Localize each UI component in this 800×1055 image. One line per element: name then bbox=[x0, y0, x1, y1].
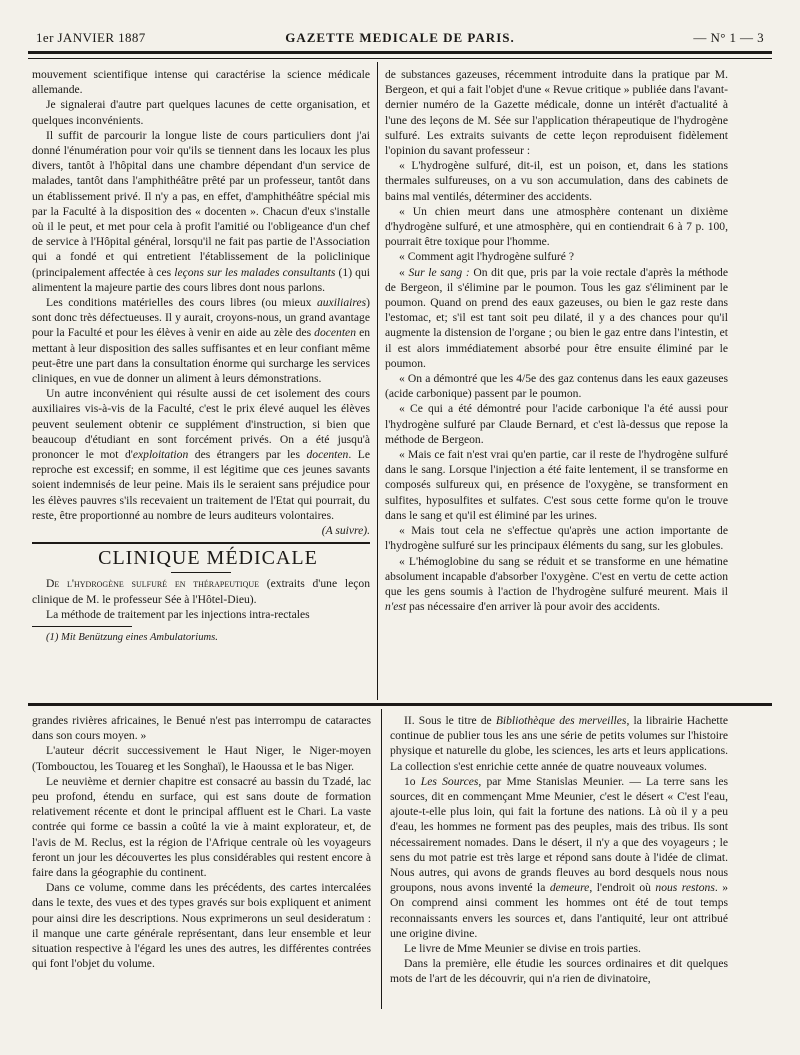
column-left-top bbox=[32, 67, 370, 644]
paragraph: Le livre de Mme Meunier se divise en trois parties. bbox=[404, 942, 641, 956]
header-rule-thin bbox=[28, 58, 772, 59]
paragraph: Les conditions matérielles des cours libres (ou mieux auxiliaires) sont donc très défectueuses. Il y aurait, croyons-nous, un grand avantage pour la Faculté et pour les élèves à venir en aide au zèle des docenten en mettant à leur disposition des salles suffisantes et en leur confiant même peut-être une part dans la consultation énorme qui surcharge les services cliniques, en vue de donner un aliment à leurs démonstrations. bbox=[32, 296, 371, 386]
article-subtitle: De l'hydrogène sulfuré en thérapeutique (extraits d'une leçon clinique de M. le professeur Sée à l'Hôtel-Dieu). bbox=[32, 577, 370, 606]
column-right-bottom bbox=[390, 713, 728, 987]
quote-paragraph: « L'hémoglobine du sang se réduit et se transforme en une hématine absolument incapable d'absorber l'oxygène. C'est en vertu de cette action que les gens soumis à l'action de l'hydrogène sulfuré meurent. Mais il n'est pas nécessaire d'en arriver là pour avoir des accidents. bbox=[385, 554, 728, 614]
title-underline bbox=[171, 572, 231, 573]
to-be-continued: (A suivre). bbox=[321, 524, 370, 538]
paragraph: grandes rivières africaines, le Benué n'est pas interrompu de cataractes dans son cours moyen. » bbox=[32, 714, 371, 743]
paragraph: L'auteur décrit successivement le Haut Niger, le Niger-moyen (Tombouctou, les Touareg et les Songhaï), le Haoussa et le bas Niger. bbox=[32, 744, 371, 773]
quote-paragraph: « Un chien meurt dans une atmosphère contenant un dixième d'hydrogène sulfuré, et une atmosphère, qui en contiendrait 6 à 7 p. 100, pourrait être toxique pour l'homme. bbox=[385, 204, 728, 249]
quote-paragraph: « Mais tout cela ne s'effectue qu'après une action importante de l'hydrogène sulfuré sur les principaux éléments du sang, sur les globules. bbox=[385, 524, 728, 553]
header-rule bbox=[28, 51, 772, 54]
column-right-top bbox=[385, 67, 728, 614]
header-issue-number: — N° 1 — 3 bbox=[693, 30, 764, 45]
paragraph: mouvement scientifique intense qui caractérise la science médicale allemande. bbox=[32, 68, 370, 97]
page-section-rule bbox=[28, 703, 772, 706]
paragraph: Le neuvième et dernier chapitre est consacré au bassin du Tzadé, lac peu profond, étendu en surface, qui est sans doute de formation relativement récente et dont le principal affluent est le Chari. La vaste contrée qui forme ce bassin a coûté la vie à maint explorateur, et, de l'avis de M. Reclus, est la région de l'Afrique centrale où les voyageurs feront un jour les découvertes les plus considérables qui restent encore à faire dans la géographie du continent. bbox=[32, 774, 371, 880]
quote-paragraph: « Ce qui a été démontré pour l'acide carbonique l'a été aussi pour l'hydrogène sulfuré par Claude Bernard, et c'est là-dessus que repose la méthode de Bergeon. bbox=[385, 402, 728, 446]
paragraph: La méthode de traitement par les injections intra-rectales bbox=[46, 607, 310, 621]
section-title: CLINIQUE MÉDICALE bbox=[98, 547, 318, 570]
paragraph: Dans la première, elle étudie les sources ordinaires et dit quelques mots de l'art de les découvrir, qui n'a rien de divinatoire, bbox=[390, 957, 728, 986]
header-date: 1er JANVIER 1887 bbox=[36, 30, 146, 45]
footnote: (1) Mit Benützung eines Ambulatoriums. bbox=[46, 631, 218, 643]
quote-paragraph: « L'hydrogène sulfuré, dit-il, est un poison, et, dans les stations thermales sulfureuses, on a vu son accumulation, dans des cabinets de bains mal ventilés, déterminer des accidents. bbox=[385, 159, 728, 203]
paragraph: Dans ce volume, comme dans les précédents, des cartes intercalées dans le texte, des vues et des types gravés sur bois expliquent et animent pour ainsi dire les descriptions. Nous exprimerons un seul desideratum : il manque une carte générale représentant, dans leur ensemble et leur situation respective à l'égard les unes des autres, les différentes contrées qui font l'objet du volume. bbox=[32, 881, 371, 971]
column-left-bottom bbox=[32, 713, 371, 971]
section-separator bbox=[32, 542, 370, 544]
column-divider-top bbox=[377, 62, 378, 700]
paragraph: II. Sous le titre de Bibliothèque des merveilles, la librairie Hachette continue de publier tous les ans une série de petits volumes sur l'histoire physique et naturelle du globe, les sciences, les arts et leurs applications. La collection s'est enrichie cette année de quatre nouveaux volumes. bbox=[390, 714, 728, 773]
quote-paragraph: « Comment agit l'hydrogène sulfuré ? bbox=[399, 250, 574, 264]
header-journal-title: GAZETTE MEDICALE DE PARIS. bbox=[285, 30, 515, 45]
paragraph: 1o Les Sources, par Mme Stanislas Meunier. — La terre sans les sources, dit en commençant Mme Meunier, c'est le désert « C'est l'eau, ajoute-t-elle plus loin, qui fait la fortune des nations. Là où il y a peu d'eau, les hommes ne forment pas des peuples, mais des tribus. Ils sont nécessairement nomades. Dans le désert, il n'y a que des voyageurs ; le sens du mot patrie est très large et répond sans doute à l'idée de climat. Nous autres, qui avons de grands fleuves au bord desquels nous nous groupons, nous avons inventé la demeure, l'endroit où nous restons. » On comprend ainsi comment les hommes ont été de tout temps reconnaissants envers les sources et, dans l'antiquité, leur ont attribué une origine divine. bbox=[390, 774, 729, 940]
paragraph: Il suffit de parcourir la longue liste de cours particuliers dont j'ai donné l'énumération pour voir qu'ils se tiennent dans les locaux les plus divers, tantôt à l'hôpital dans une chambre dépendant d'un service de malades, tantôt dans l'amphithéâtre prêté par un professeur, tantôt dans un établissement privé. Il n'y a pas, en effet, d'amphithéâtre spécial mis par la Faculté à la disposition des « docenten ». Chacun d'eux s'installe où il le peut, et met pour cela à profit l'amitié ou l'obligeance d'un chef de service à l'Hôpital général, lorsqu'il ne fait pas partie de l'Association qui a fondé et qui entretient l'établissement de la policlinique (principalement affectée à ces leçons sur les malades consultants (1) qui alimentent la majeure partie des cours libres dont nous parlons. bbox=[32, 128, 370, 294]
quote-paragraph: « On a démontré que les 4/5e des gaz contenus dans les eaux gazeuses (acide carbonique) passent par le poumon. bbox=[385, 372, 728, 401]
paragraph: de substances gazeuses, récemment introduite dans la pratique par M. Bergeon, et qui a fait l'objet d'une « Revue critique » publiée dans l'avant-dernier numéro de la Gazette médicale, donne un intérêt d'actualité à l'une des leçons de M. Sée sur l'application thérapeutique de l'hydrogène sulfuré. Les extraits suivants de cette leçon reproduisent fidèlement l'opinion du savant professeur : bbox=[385, 68, 728, 158]
paragraph: Un autre inconvénient qui résulte aussi de cet isolement des cours auxiliaires vis-à-vis de la Faculté, c'est le prix élevé auquel les élèves peuvent seulement obtenir ce supplément d'instruction, si bien que beaucoup d'étudiant en sont forcément privés. On a été jusqu'à prononcer le mot d'exploitation des étrangers par les docenten. Le reproche est excessif; en somme, il est légitime que ces jeunes savants soient indemnisés de leur peine. Mais ils le seraient sans préjudice pour les élèves pauvres s'ils recevaient un traitement de l'Etat qui pourrait, du reste, être proportionné au nombre de leurs auditeurs volontaires. (A suivre). bbox=[32, 387, 370, 538]
quote-paragraph: « Sur le sang : On dit que, pris par la voie rectale d'après la méthode de Bergeon, il s'élimine par le poumon. Tous les gaz s'éliminent par le poumon. Quand on prend des eaux gazeuses, ou bien le gaz reste dans l'estomac, et; s'il est tant soit peu dilaté, il y a des chances pour qu'il augmente la distension de l'organe ; ou bien le gaz entre dans l'intestin, et il est alors immédiatement absorbé pour être ensuite éliminé par le poumon. bbox=[385, 265, 729, 370]
running-head bbox=[36, 30, 764, 48]
footnote-rule bbox=[32, 626, 132, 627]
column-divider-bottom bbox=[381, 709, 382, 1009]
paragraph: Je signalerai d'autre part quelques lacunes de cette organisation, et quelques inconvénients. bbox=[32, 98, 370, 127]
quote-paragraph: « Mais ce fait n'est vrai qu'en partie, car il reste de l'hydrogène sulfuré dans le sang. Lorsque l'injection a été faite lentement, il se transforme en composés sulfureux qui, en présence de l'oxygène, se transforment en sulfites, hyposulfites et sulfates. C'est sous cette forme qu'on le trouve dans le sang et qu'il est éliminé par les urines. bbox=[385, 448, 728, 522]
